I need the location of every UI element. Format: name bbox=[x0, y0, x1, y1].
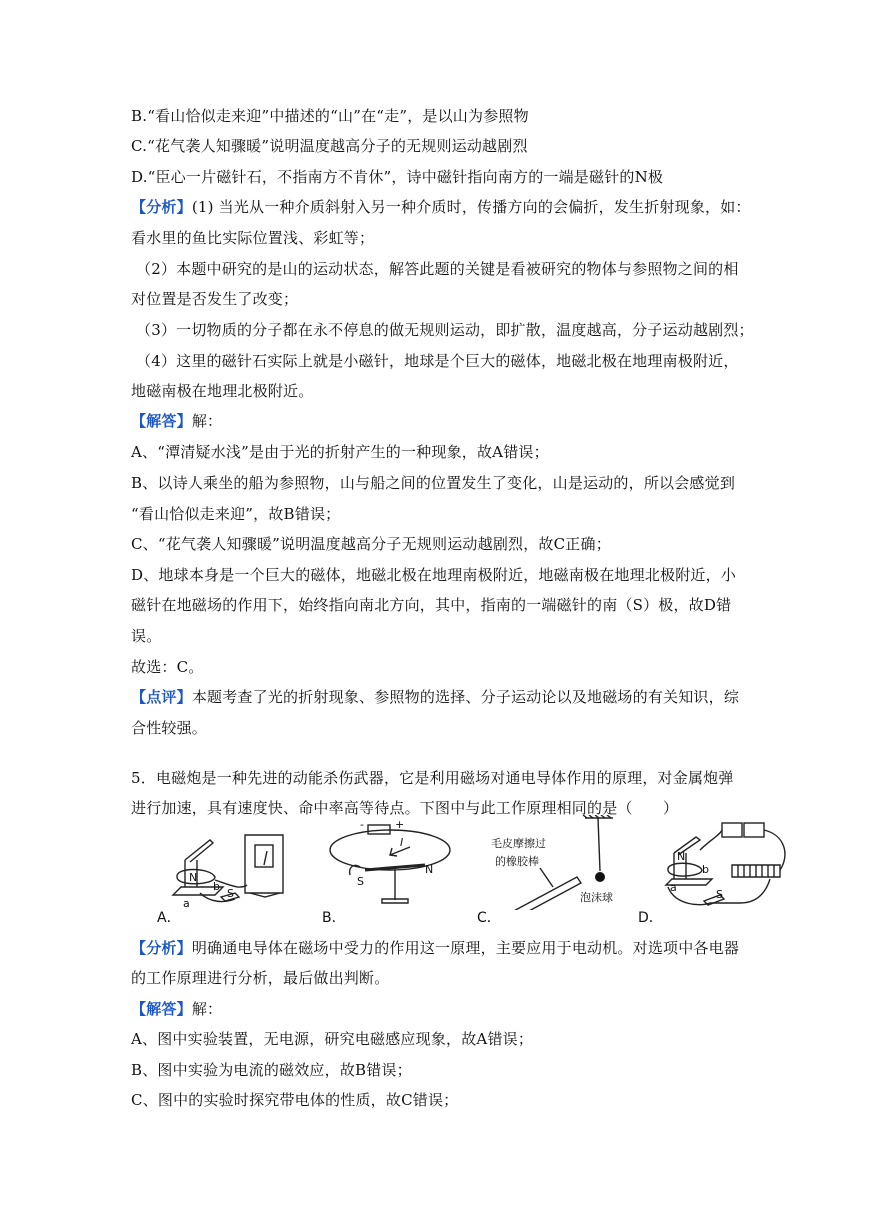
q5-answer-heading: 【解答】解： bbox=[131, 1000, 223, 1018]
figure-d-drawing bbox=[640, 815, 790, 910]
q4-analysis-line: 看水里的鱼比实际位置浅、彩虹等； bbox=[131, 229, 375, 247]
q4-answer-heading: 【解答】解： bbox=[131, 412, 223, 430]
figure-d bbox=[640, 815, 790, 927]
figure-a-pole-n: N bbox=[189, 871, 198, 884]
q4-answer-line: 磁针在地磁场的作用下，始终指向南北方向，其中，指南的一端磁针的南（S）极，故D错 bbox=[131, 596, 732, 614]
figure-a bbox=[155, 815, 305, 927]
figure-a-label: A． bbox=[157, 910, 181, 926]
q5-answer-line: A、图中实验装置，无电源，研究电磁感应现象，故A错误； bbox=[131, 1030, 534, 1048]
q4-analysis-line: （3）一切物质的分子都在永不停息的做无规则运动，即扩散，温度越高，分子运动越剧烈； bbox=[136, 321, 754, 339]
answer-tag: 【解答】 bbox=[131, 1000, 192, 1018]
comment-tag: 【点评】 bbox=[131, 688, 192, 706]
figure-d-mark-b: b bbox=[702, 863, 709, 876]
option-c: C.“花气袭人知骤暖”说明温度越高分子的无规则运动越剧烈 bbox=[131, 137, 528, 155]
q5-question-line: 进行加速，具有速度快、命中率高等待点。下图中与此工作原理相同的是（ ） bbox=[131, 799, 679, 817]
answer-tag: 【解答】 bbox=[131, 412, 192, 430]
q4-analysis-line: 【分析】(1) 当光从一种介质斜射入另一种介质时，传播方向的会偏折，发生折射现象，如： bbox=[131, 198, 751, 216]
figure-b-current: I bbox=[400, 836, 404, 849]
analysis-tag: 【分析】 bbox=[131, 939, 192, 957]
analysis-tag: 【分析】 bbox=[131, 198, 192, 216]
q4-answer-line: 故选：C。 bbox=[131, 658, 204, 676]
figure-c-drawing bbox=[485, 815, 625, 910]
q4-answer-line: D、地球本身是一个巨大的磁体，地磁北极在地理南极附近，地磁南极在地理北极附近，小 bbox=[131, 566, 737, 584]
figure-d-pole-n: N bbox=[677, 850, 686, 863]
q4-answer-line: A、“潭清疑水浅”是由于光的折射产生的一种现象，故A错误； bbox=[131, 443, 549, 461]
q5-figures bbox=[155, 815, 735, 927]
figure-b-pole-n: N bbox=[425, 863, 434, 876]
q4-comment-line: 【点评】本题考查了光的折射现象、参照物的选择、分子运动论以及地磁场的有关知识，综 bbox=[131, 688, 740, 706]
figure-b-plus: + bbox=[395, 818, 405, 831]
figure-b-pole-s: S bbox=[357, 875, 364, 888]
q4-answer-line: 误。 bbox=[131, 627, 162, 645]
q4-analysis-line: 地磁南极在地理北极附近。 bbox=[131, 382, 314, 400]
q5-answer-line: C、图中的实验时探究带电体的性质，故C错误； bbox=[131, 1091, 459, 1109]
q5-answer-line: B、图中实验为电流的磁效应，故B错误； bbox=[131, 1061, 412, 1079]
option-d: D.“臣心一片磁针石，不指南方不肯休”，诗中磁针指向南方的一端是磁针的N极 bbox=[131, 168, 664, 186]
figure-a-mark-b: b bbox=[213, 880, 220, 893]
figure-b-minus: - bbox=[360, 818, 364, 831]
q4-answer-line: C、“花气袭人知骤暖”说明温度越高分子无规则运动越剧烈，故C正确； bbox=[131, 535, 611, 553]
figure-d-pole-s: S bbox=[716, 888, 723, 901]
q4-analysis-line: 对位置是否发生了改变； bbox=[131, 290, 299, 308]
foam-ball bbox=[595, 872, 605, 882]
figure-c-label: C． bbox=[477, 910, 501, 926]
figure-a-mark-a: a bbox=[183, 897, 190, 910]
q4-comment-line: 合性较强。 bbox=[131, 719, 208, 737]
figure-a-pole-s: S bbox=[227, 887, 234, 900]
figure-d-label: D． bbox=[638, 910, 663, 926]
figure-b-drawing bbox=[320, 815, 470, 910]
figure-c bbox=[477, 815, 625, 927]
figure-c-ball-text: 泡沫球 bbox=[580, 891, 613, 904]
q4-analysis-line: （4）这里的磁针石实际上就是小磁针，地球是个巨大的磁体，地磁北极在地理南极附近， bbox=[136, 352, 739, 370]
q5-analysis-line: 的工作原理进行分析，最后做出判断。 bbox=[131, 969, 390, 987]
figure-c-rod-text-2: 的橡胶棒 bbox=[495, 855, 539, 868]
q5-question-line: 5．电磁炮是一种先进的动能杀伤武器，它是利用磁场对通电导体作用的原理，对金属炮弹 bbox=[131, 769, 734, 787]
figure-a-drawing bbox=[155, 815, 305, 910]
q4-answer-line: “看山恰似走来迎”，故B错误； bbox=[131, 505, 341, 523]
q4-analysis-line: （2）本题中研究的是山的运动状态，解答此题的关键是看被研究的物体与参照物之间的相 bbox=[136, 260, 739, 278]
figure-b bbox=[320, 815, 470, 927]
option-b: B.“看山恰似走来迎”中描述的“山”在“走”，是以山为参照物 bbox=[131, 107, 529, 125]
q5-analysis-line: 【分析】明确通电导体在磁场中受力的作用这一原理，主要应用于电动机。对选项中各电器 bbox=[131, 939, 740, 957]
figure-d-mark-a: a bbox=[670, 881, 677, 894]
q4-answer-line: B、以诗人乘坐的船为参照物，山与船之间的位置发生了变化，山是运动的，所以会感觉到 bbox=[131, 474, 736, 492]
figure-b-label: B． bbox=[322, 910, 346, 926]
figure-c-rod-text-1: 毛皮摩擦过 bbox=[491, 837, 546, 850]
